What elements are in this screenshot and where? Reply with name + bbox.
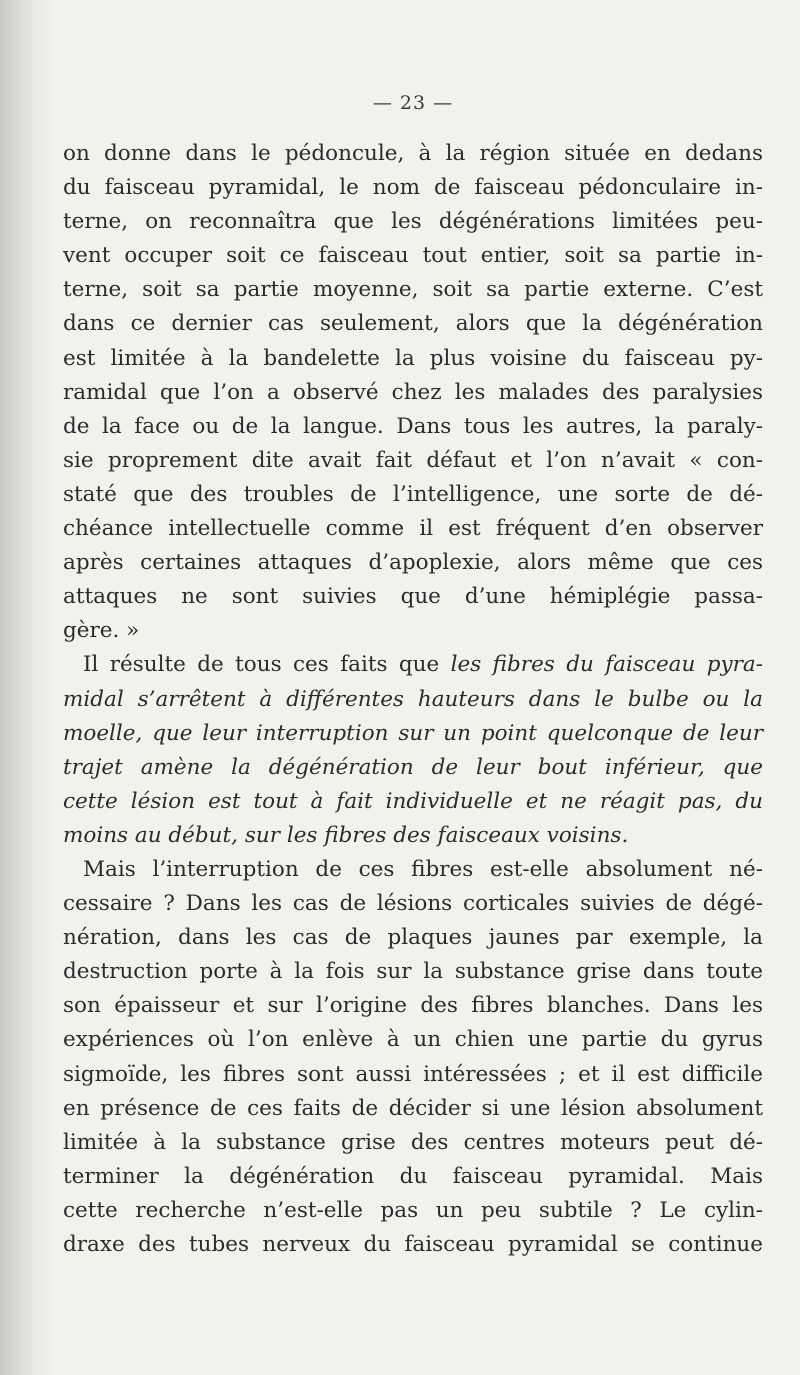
text-line: Mais l’interruption de ces fibres est-elle absolument né- — [83, 856, 763, 882]
body-text — [63, 137, 763, 1262]
text-line: en présence de ces faits de décider si une lésion absolument — [63, 1095, 763, 1121]
text-line: ramidal que l’on a observé chez les malades des paralysies — [63, 379, 763, 405]
text-line: draxe des tubes nerveux du faisceau pyramidal se continue — [63, 1232, 763, 1257]
text-line: limitée à la substance grise des centres moteurs peut dé- — [63, 1129, 763, 1155]
text-line: on donne dans le pédoncule, à la région située en dedans — [63, 141, 763, 166]
book-page — [63, 0, 763, 1375]
text-line: vent occuper soit ce faisceau tout entier, soit sa partie in- — [63, 243, 763, 269]
text-line: sigmoïde, les fibres sont aussi intéressées ; et il est difficile — [63, 1061, 763, 1087]
text-line — [63, 819, 763, 853]
text-line — [63, 785, 763, 819]
text-line — [63, 683, 763, 717]
text-line: son épaisseur et sur l’origine des fibres blanches. Dans les — [63, 993, 763, 1019]
text-line: terminer la dégénération du faisceau pyramidal. Mais — [63, 1163, 763, 1189]
text-line: est limitée à la bandelette la plus voisine du faisceau py- — [63, 345, 763, 371]
text-line: terne, soit sa partie moyenne, soit sa partie externe. C’est — [63, 277, 763, 303]
text-line: attaques ne sont suivies que d’une hémiplégie passa- — [63, 584, 763, 610]
text-line: cette recherche n’est-elle pas un peu subtile ? Le cylin- — [63, 1197, 763, 1223]
text-line: expériences où l’on enlève à un chien une partie du gyrus — [63, 1027, 763, 1053]
text-line — [63, 751, 763, 785]
text-line — [63, 648, 763, 682]
text-line: après certaines attaques d’apoplexie, alors même que ces — [63, 550, 763, 576]
text-line: nération, dans les cas de plaques jaunes par exemple, la — [63, 925, 763, 951]
text-line: destruction porte à la fois sur la substance grise dans toute — [63, 959, 763, 985]
text-line: dans ce dernier cas seulement, alors que la dégénération — [63, 311, 763, 337]
page-edge-shadow — [0, 0, 55, 1375]
text-line: chéance intellectuelle comme il est fréquent d’en observer — [63, 516, 763, 542]
italic-run: midal — [63, 686, 138, 712]
italic-run: s’arrêtent à différentes hauteurs dans le bulbe ou la — [137, 686, 763, 712]
text-run: Il résulte de tous ces faits que — [83, 652, 451, 678]
italic-run: cette lésion est tout à fait individuelle et ne réagit pas, du — [63, 788, 763, 814]
text-line — [63, 717, 763, 751]
text-line: staté que des troubles de l’intelligence, une sorte de dé- — [63, 481, 763, 507]
text-line: de la face ou de la langue. Dans tous les autres, la paraly- — [63, 413, 763, 439]
page-number: — 23 — — [372, 92, 454, 114]
text-line: sie proprement dite avait fait défaut et l’on n’avait « con- — [63, 447, 763, 473]
italic-run: trajet amène la dégénération de leur bout inférieur, que — [63, 754, 763, 780]
italic-run: moins au début, sur les fibres des faisceaux voisins. — [63, 822, 629, 848]
text-line: du faisceau pyramidal, le nom de faisceau pédonculaire in- — [63, 175, 763, 201]
text-line: cessaire ? Dans les cas de lésions corticales suivies de dégé- — [63, 891, 763, 917]
text-line: gère. » — [63, 618, 140, 644]
italic-run: moelle, que leur interruption sur un point quelconque de leur — [63, 720, 763, 746]
text-line: terne, on reconnaîtra que les dégénérations limitées peu- — [63, 209, 763, 235]
italic-run: les fibres du faisceau pyra- — [450, 652, 763, 678]
